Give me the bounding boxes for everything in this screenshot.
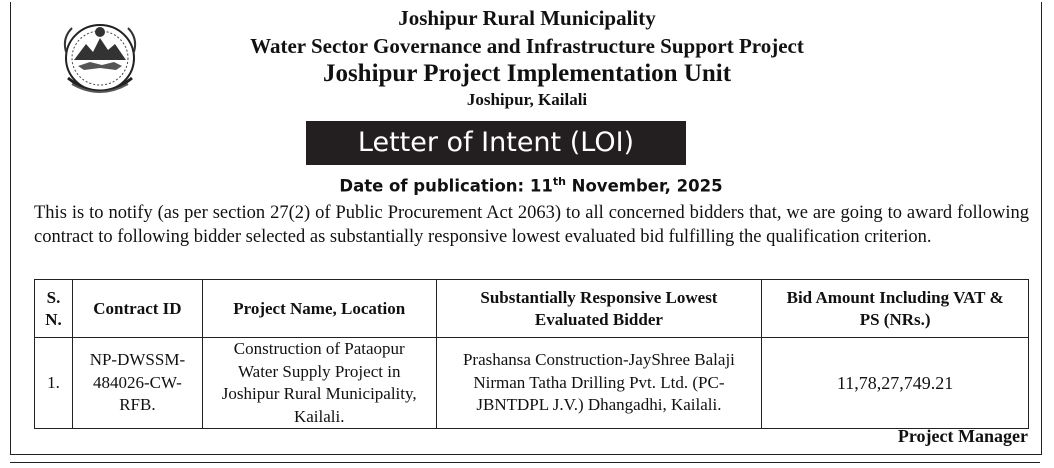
publication-date-suffix: th — [552, 175, 566, 188]
signature-title: Project Manager — [897, 426, 1028, 446]
implementation-unit: Joshipur Project Implementation Unit — [322, 60, 732, 87]
publication-date-rest: November, 2025 — [565, 176, 723, 196]
cell-amount: 11,78,27,749.21 — [762, 338, 1029, 429]
col-header-project: Project Name, Location — [202, 280, 436, 338]
table-header-row — [35, 280, 1029, 338]
bottom-rule — [10, 462, 1040, 463]
col-header-amount: Bid Amount Including VAT & PS (NRs.) — [762, 280, 1029, 338]
table-row — [35, 338, 1029, 429]
cell-project: Construction of Pataopur Water Supply Project in Joshipur Rural Municipality, Kailali. — [202, 338, 436, 429]
location: Joshipur, Kailali — [466, 90, 588, 109]
intro-paragraph: This is to notify (as per section 27(2) of Public Procurement Act 2063) to all concerned bidders that, we are going to award following contract to following bidder selected as substantially responsive lowest evaluated bid fulfilling the qualification criterion. — [34, 203, 1029, 247]
col-header-bidder: Substantially Responsive Lowest Evaluated Bidder — [436, 280, 762, 338]
page-title: Letter of Intent (LOI) — [306, 121, 686, 165]
project-name: Water Sector Governance and Infrastructure Support Project — [250, 34, 804, 58]
cell-contract-id: NP-DWSSM-484026-CW-RFB. — [72, 338, 202, 429]
cell-sn: 1. — [35, 338, 73, 429]
municipality-name: Joshipur Rural Municipality — [398, 6, 656, 30]
col-header-sn: S. N. — [35, 280, 73, 338]
award-table — [34, 279, 1029, 429]
publication-date — [0, 175, 1054, 196]
cell-bidder: Prashansa Construction-JayShree Balaji Nirman Tatha Drilling Pvt. Ltd. (PC-JBNTDPL J.V.) Dhangadhi, Kailali. — [436, 338, 762, 429]
publication-date-prefix: Date of publication: 11 — [339, 176, 553, 196]
col-header-contract-id: Contract ID — [72, 280, 202, 338]
